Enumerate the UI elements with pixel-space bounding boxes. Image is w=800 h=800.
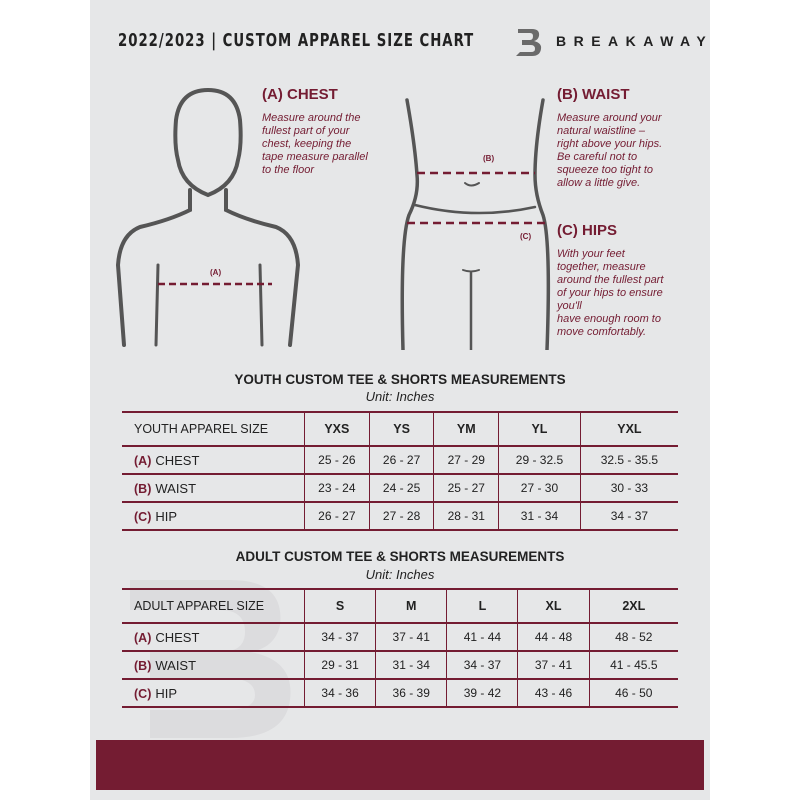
table-header-row xyxy=(122,589,678,623)
measurement-value: 46 - 50 xyxy=(589,679,678,707)
size-column-header: YXL xyxy=(580,412,678,446)
measurement-letter: (A) xyxy=(134,453,152,468)
measurement-label xyxy=(122,502,305,530)
measurement-value: 23 - 24 xyxy=(305,474,370,502)
table-row xyxy=(122,623,678,651)
measurement-value: 27 - 29 xyxy=(434,446,499,474)
measurement-value: 39 - 42 xyxy=(447,679,518,707)
size-column-header: YXS xyxy=(305,412,370,446)
measurement-value: 29 - 32.5 xyxy=(499,446,581,474)
measurement-value: 43 - 46 xyxy=(518,679,589,707)
measurement-value: 28 - 31 xyxy=(434,502,499,530)
size-column-header: 2XL xyxy=(589,589,678,623)
waist-heading: (B) WAIST xyxy=(557,86,630,103)
chest-heading: (A) CHEST xyxy=(262,86,338,103)
measurement-value: 34 - 36 xyxy=(305,679,376,707)
measurement-value: 34 - 37 xyxy=(447,651,518,679)
measurement-letter: (C) xyxy=(134,509,152,524)
measurement-value: 36 - 39 xyxy=(376,679,447,707)
adult-unit-label: Unit: Inches xyxy=(365,567,435,582)
chest-description: Measure around the fullest part of your chest, keeping the tape measure parallel to the floor xyxy=(262,112,368,176)
measurement-value: 29 - 31 xyxy=(305,651,376,679)
adult-section-title: ADULT CUSTOM TEE & SHORTS MEASUREMENTS xyxy=(235,549,565,564)
hips-marker-label: (C) xyxy=(520,232,532,241)
size-column-header: YM xyxy=(434,412,499,446)
measurement-name: HIP xyxy=(155,685,178,701)
size-column-header: YL xyxy=(499,412,581,446)
measurement-name: CHEST xyxy=(155,452,200,468)
table-row xyxy=(122,446,678,474)
size-column-header: XL xyxy=(518,589,589,623)
waist-marker-label: (B) xyxy=(483,154,495,163)
measurement-value: 34 - 37 xyxy=(580,502,678,530)
measurement-value: 48 - 52 xyxy=(589,623,678,651)
measurement-name: WAIST xyxy=(155,480,197,496)
measurement-label xyxy=(122,651,305,679)
table-header-row xyxy=(122,412,678,446)
measurement-label xyxy=(122,446,305,474)
adult-size-table xyxy=(122,588,678,708)
measurement-value: 27 - 30 xyxy=(499,474,581,502)
measurement-value: 31 - 34 xyxy=(499,502,581,530)
measurement-value: 37 - 41 xyxy=(376,623,447,651)
measurement-value: 41 - 45.5 xyxy=(589,651,678,679)
table-row xyxy=(122,651,678,679)
size-column-header: L xyxy=(447,589,518,623)
measurement-name: WAIST xyxy=(155,657,197,673)
measurement-value: 44 - 48 xyxy=(518,623,589,651)
measurement-label xyxy=(122,679,305,707)
breakaway-logo-icon xyxy=(512,26,544,58)
measurement-letter: (C) xyxy=(134,686,152,701)
page-title: 2022/2023 | CUSTOM APPAREL SIZE CHART xyxy=(118,30,475,51)
table-row xyxy=(122,502,678,530)
chest-marker-label: (A) xyxy=(210,268,222,277)
youth-section-title: YOUTH CUSTOM TEE & SHORTS MEASUREMENTS xyxy=(234,372,566,387)
measurement-value: 24 - 25 xyxy=(369,474,434,502)
size-column-header: YS xyxy=(369,412,434,446)
measurement-label xyxy=(122,623,305,651)
measurement-letter: (B) xyxy=(134,658,152,673)
size-column-header: S xyxy=(305,589,376,623)
measurement-value: 25 - 27 xyxy=(434,474,499,502)
measurement-name: HIP xyxy=(155,508,178,524)
measurement-letter: (A) xyxy=(134,630,152,645)
size-header: YOUTH APPAREL SIZE xyxy=(122,412,305,446)
measurement-value: 31 - 34 xyxy=(376,651,447,679)
measurement-value: 41 - 44 xyxy=(447,623,518,651)
hips-description: With your feet together, measure around the fullest part of your hips to ensure you'll have enough room to move comfortably. xyxy=(557,248,664,338)
brand-name: BREAKAWAY xyxy=(556,33,714,49)
measurement-value: 32.5 - 35.5 xyxy=(580,446,678,474)
table-row xyxy=(122,474,678,502)
size-column-header: M xyxy=(376,589,447,623)
measurement-value: 26 - 27 xyxy=(369,446,434,474)
size-header: ADULT APPAREL SIZE xyxy=(122,589,305,623)
measurement-value: 27 - 28 xyxy=(369,502,434,530)
measurement-value: 30 - 33 xyxy=(580,474,678,502)
measurement-value: 37 - 41 xyxy=(518,651,589,679)
hips-heading: (C) HIPS xyxy=(557,222,617,239)
youth-unit-label: Unit: Inches xyxy=(365,389,435,404)
measurement-letter: (B) xyxy=(134,481,152,496)
measurement-value: 26 - 27 xyxy=(305,502,370,530)
youth-size-table xyxy=(122,411,678,531)
waist-hips-figure-illustration xyxy=(395,95,555,350)
table-row xyxy=(122,679,678,707)
measurement-value: 34 - 37 xyxy=(305,623,376,651)
footer-band xyxy=(96,740,704,790)
measurement-name: CHEST xyxy=(155,629,200,645)
waist-description: Measure around your natural waistline – right above your hips. Be careful not to squeeze too tight to allow a little give. xyxy=(557,112,663,189)
measurement-label xyxy=(122,474,305,502)
measurement-value: 25 - 26 xyxy=(305,446,370,474)
